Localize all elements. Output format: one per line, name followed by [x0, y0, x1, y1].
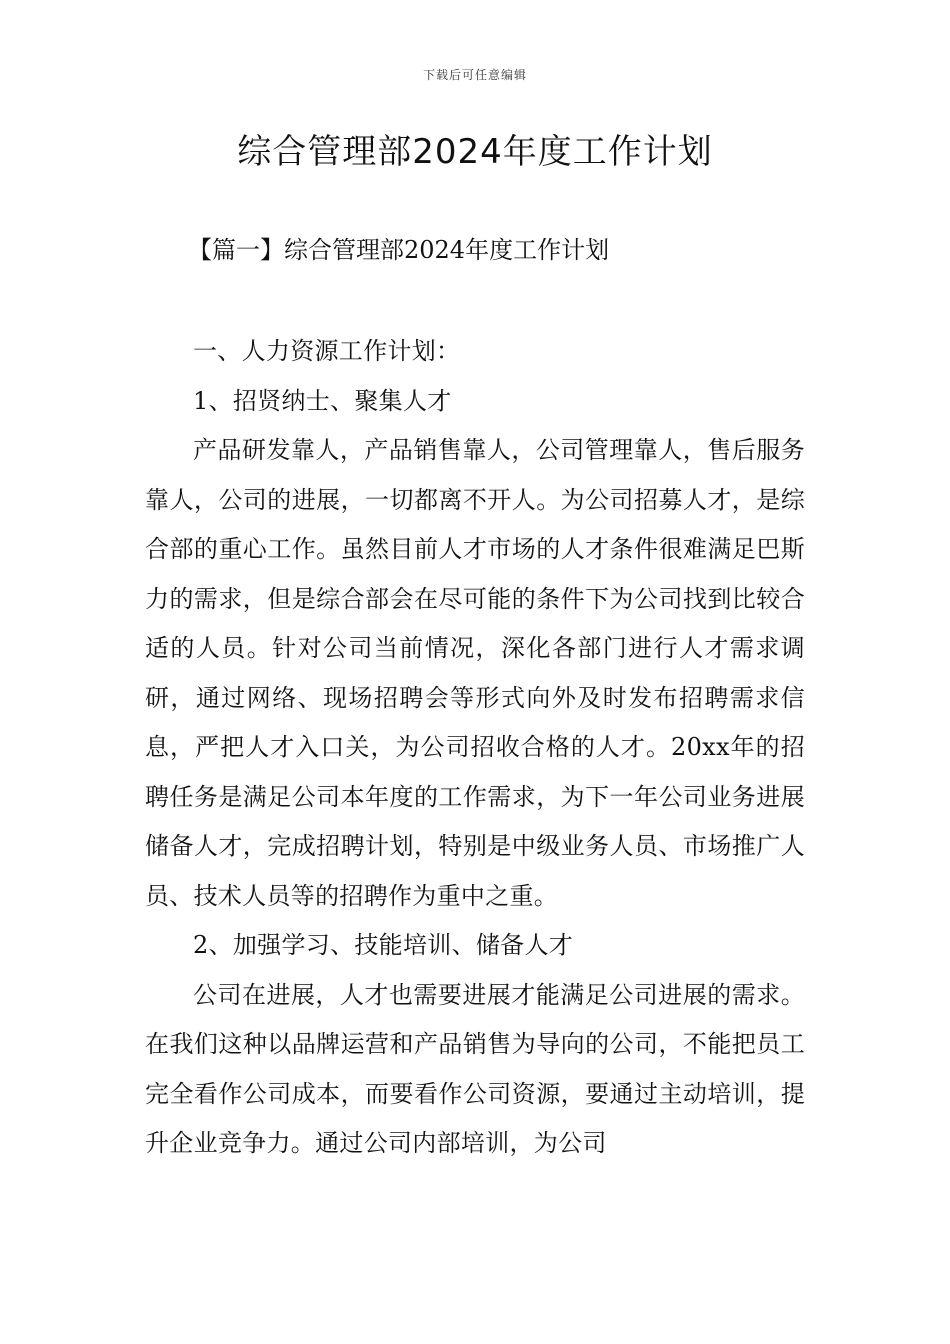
subheading-recruitment: 1、招贤纳士、聚集人才 [193, 386, 452, 415]
document-title: 综合管理部2024年度工作计划 [237, 132, 713, 172]
paragraph-training: 公司在进展，人才也需要进展才能满足公司进展的需求。在我们这种以品牌运营和产品销售为导向的公司，不能把员工完全看作公司成本，而要看作公司资源，要通过主动培训，提升企业竞争力。通过公司内部培训，为公司 [145, 980, 805, 1157]
heading-hr-plan: 一、人力资源工作计划： [193, 337, 461, 365]
section-title: 【篇一】综合管理部2024年度工作计划 [188, 236, 610, 264]
paragraph-recruitment: 产品研发靠人，产品销售靠人，公司管理靠人，售后服务靠人，公司的进展，一切都离不开人。为公司招募人才，是综合部的重心工作。虽然目前人才市场的人才条件很难满足巴斯力的需求，但是综合部会在尽可能的条件下为公司找到比较合适的人员。针对公司当前情况，深化各部门进行人才需求调研，通过网络、现场招聘会等形式向外及时发布招聘需求信息，严把人才入口关，为公司招收合格的人才。20xx年的招聘任务是满足公司本年度的工作需求，为下一年公司业务进展储备人才，完成招聘计划，特别是中级业务人员、市场推广人员、技术人员等的招聘作为重中之重。 [145, 436, 805, 910]
subheading-training: 2、加强学习、技能培训、储备人才 [193, 931, 574, 959]
header-note: 下载后可任意编辑 [422, 68, 527, 82]
document-body [145, 327, 805, 1169]
